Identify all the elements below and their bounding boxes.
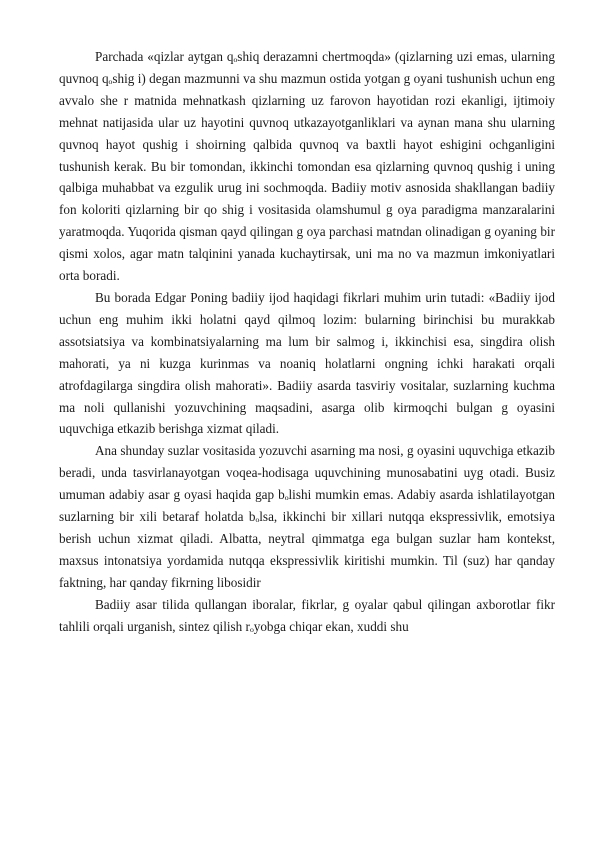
paragraph-badiiy-asar-tilida: Badiiy asar tilida qullangan iboralar, fikrlar, g oyalar qabul qilingan axborotlar fikr tahlili orqali urganish, sintez qilish rₒyobga chiqar ekan, xuddi shu <box>59 596 555 634</box>
paragraph-edgar-po: Bu borada Edgar Poning badiiy ijod haqidagi fikrlari muhim urin tutadi: «Badiiy ijod uchun eng muhim ikki holatni qayd qilmoq lozim: bularning birinchisi bu murakkab assotsiatsiya va kombinatsiyalarning ma lum bir salmog i, ikkinchisi esa, singdira olish mahorati, ya ni kuzga kurinmas va noaniq holatlarni ongning ichki harakati orqali atrofdagilarga singdira olish mahorati». Badiiy asarda tasviriy vositalar, suzlarning kuchma ma noli qullanishi yozuvchining maqsadini, asarga olib kirmoqchi bulgan g oyasini uquvchiga etkazib berishga xizmat qiladi. <box>59 289 555 437</box>
paragraph-suzlar-vositasida: Ana shunday suzlar vositasida yozuvchi asarning ma nosi, g oyasini uquvchiga etkazib beradi, unda tasvirlanayotgan voqea-hodisaga uquvchining munosabatini uyg otadi. Busiz umuman adabiy asar g oyasi haqida gap bₒlishi mumkin emas. Adabiy asarda ishlatilayotgan suzlarning bir xili betaraf holatda bₒlsa, ikkinchi bir xillari nutqqa ekspressivlik, emotsiya berish uchun xizmat qiladi. Albatta, neytral qimmatga ega bulgan suzlar ham kontekst, maxsus intonatsiya yordamida nutqqa ekspressivlik kiritishi mumkin. Til (suz) har qanday faktning, har qanday fikrning libosidir <box>59 443 555 590</box>
paragraph-parcha: Parchada «qizlar aytgan qₒshiq derazamni chertmoqda» (qizlarning uzi emas, ularning quvnoq qₒshig i) degan mazmunni va shu mazmun ostida yotgan g oyani tushunish uchun eng avvalo she r matnida mehnatkash qizlarning uz farovon hayotidan rozi ekanligi, ijtimoiy mehnat natijasida ular uz hayotini quvnoq utkazayotganliklari va aynan mana shu ularning quvnoq hayot qushig i shoirning qalbida quvnoq va baxtli hayot eshigini ochganligini tushunish kerak. Bu bir tomondan, ikkinchi tomondan esa qizlarning quvnoq qushig i uning qalbiga muhabbat va ezgulik urug ini sochmoqda. Badiiy motiv asnosida shakllangan badiiy fon koloriti qizlarning bir qo shig i vositasida olamshumul g oya paradigma manzaralarini yaratmoqda. Yuqorida qisman qayd qilingan g oya parchasi matndan olinadigan g oyaning bir qismi xolos, agar matn talqinini yanada kuchaytirsak, uni ma no va mazmun imkoniyatlari orta boradi. <box>59 49 555 284</box>
document-page <box>59 46 555 637</box>
